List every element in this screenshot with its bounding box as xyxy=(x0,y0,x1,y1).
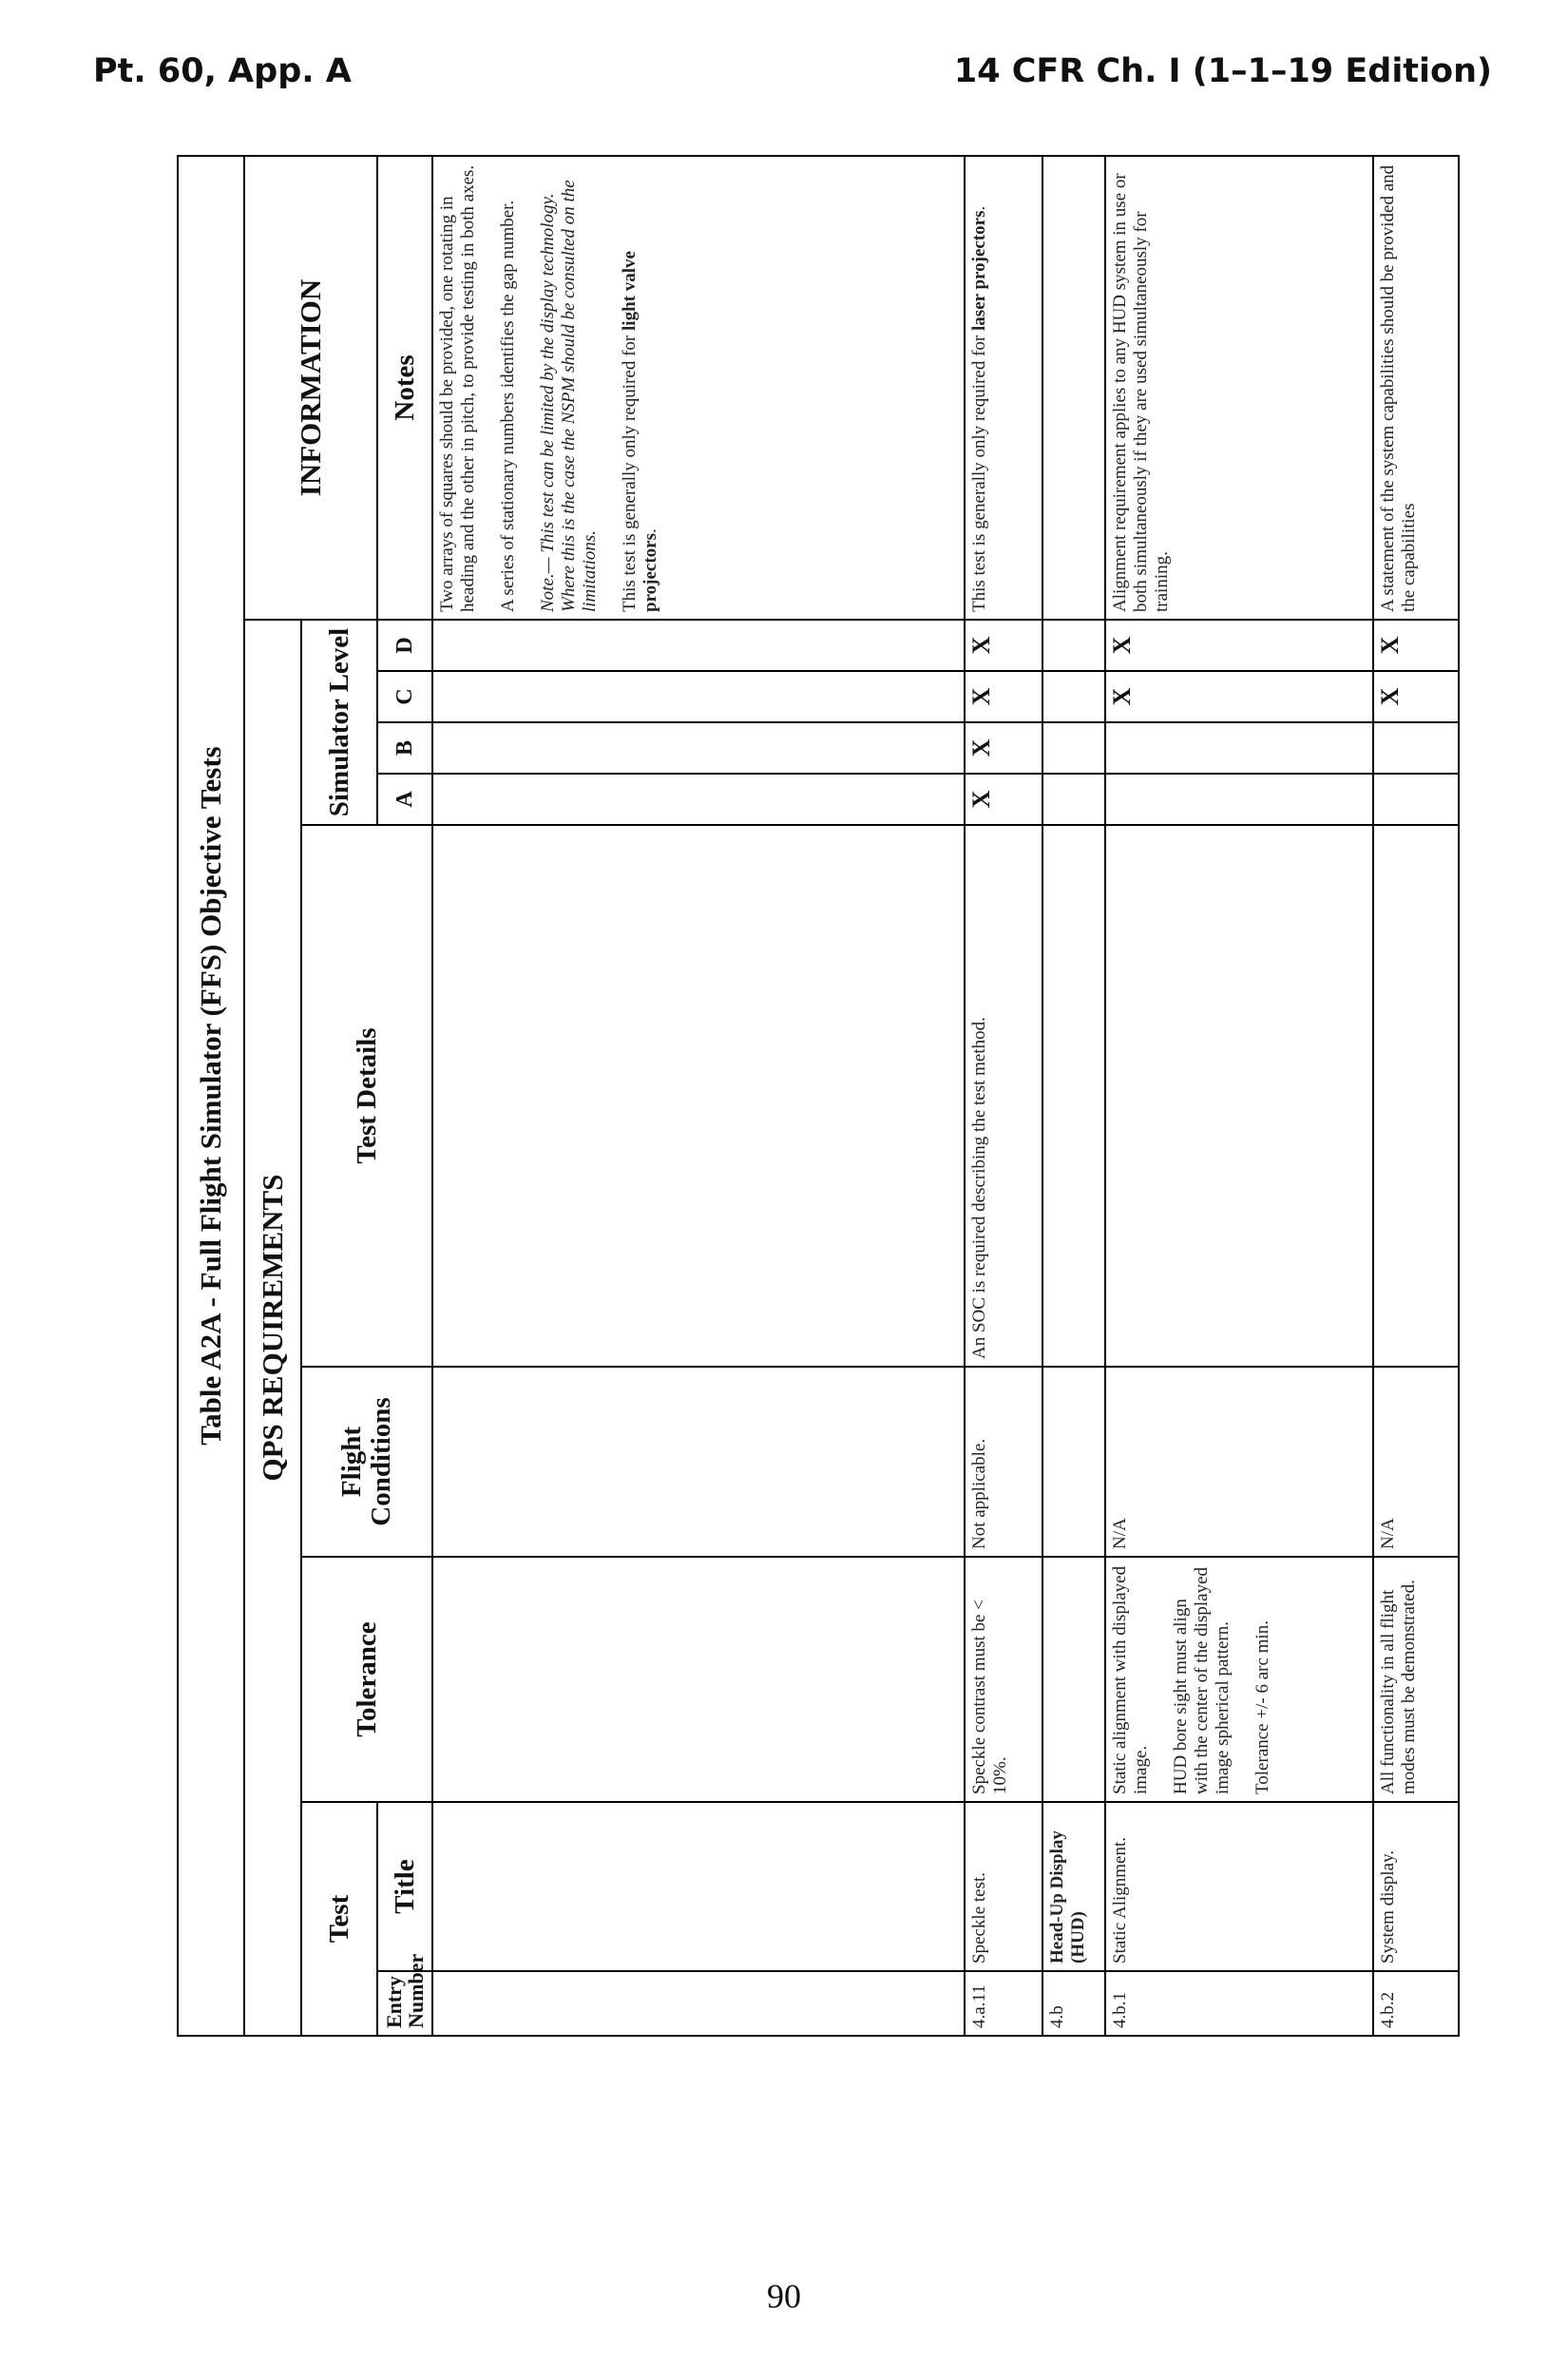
note-paragraph xyxy=(620,163,661,612)
level-a-header: A xyxy=(377,774,432,825)
flight-conditions-text: N/A xyxy=(1373,1367,1459,1557)
table-row xyxy=(1373,156,1459,2036)
notes-cell xyxy=(432,156,965,620)
level-d-cell xyxy=(1042,620,1105,671)
level-a-cell xyxy=(1042,774,1105,825)
details-cell xyxy=(1105,825,1373,1367)
test-title: Speckle test. xyxy=(965,1802,1042,1971)
note-text: This test is generally only required for xyxy=(969,330,989,612)
title-cell xyxy=(432,1802,965,1971)
table-row xyxy=(1105,156,1373,2036)
level-a-cell xyxy=(432,774,965,825)
tolerance-cell xyxy=(432,1557,965,1802)
tolerance-text xyxy=(1105,1557,1373,1802)
tolerance-paragraph: HUD bore sight must align with the center of the displayed image spherical pattern. xyxy=(1171,1566,1233,1794)
level-a-cell xyxy=(1373,774,1459,825)
entry-number: 4.b.1 xyxy=(1105,1971,1373,2036)
level-c-header: C xyxy=(377,671,432,722)
running-header-left: Pt. 60, App. A xyxy=(93,52,352,90)
test-title: Static Alignment. xyxy=(1105,1802,1373,1971)
level-c-mark: X xyxy=(1373,671,1459,722)
level-a-cell xyxy=(1105,774,1373,825)
level-b-cell xyxy=(432,722,965,774)
objective-tests-table xyxy=(177,155,1460,2037)
note-text: . xyxy=(969,205,989,211)
details-cell xyxy=(432,825,965,1367)
level-c-mark: X xyxy=(965,671,1042,722)
test-details-text: An SOC is required describing the test method. xyxy=(965,825,1042,1367)
qps-requirements-label: QPS REQUIREMENTS xyxy=(244,620,301,2036)
flight-conditions-text: Not applicable. xyxy=(965,1367,1042,1557)
note-bold-text: light valve projectors xyxy=(620,251,660,612)
tolerance-paragraph: Tolerance +/- 6 arc min. xyxy=(1252,1620,1272,1794)
tolerance-text: Speckle contrast must be < 10%. xyxy=(965,1557,1042,1802)
notes-text: A statement of the system capabilities should be provided and the capabilities xyxy=(1373,156,1459,620)
test-header: Test xyxy=(301,1802,377,2036)
note-text: . xyxy=(641,528,660,533)
note-paragraph: Two arrays of squares should be provided, one rotating in heading and the other in pitch, to provide testing in both axes. xyxy=(437,164,478,612)
level-b-cell xyxy=(1042,722,1105,774)
level-b-cell xyxy=(1373,722,1459,774)
note-paragraph: A series of stationary numbers identifies the gap number. xyxy=(498,200,518,612)
level-c-cell xyxy=(1042,671,1105,722)
level-d-cell xyxy=(432,620,965,671)
section-title: Head-Up Display (HUD) xyxy=(1042,1802,1105,1971)
entry-number-header: Entry Number xyxy=(377,1971,432,2036)
level-c-mark: X xyxy=(1105,671,1373,722)
details-cell xyxy=(1373,825,1459,1367)
level-b-cell xyxy=(1105,722,1373,774)
table-row-continued xyxy=(432,156,965,2036)
level-d-header: D xyxy=(377,620,432,671)
level-b-header: B xyxy=(377,722,432,774)
page-number: 90 xyxy=(767,2277,801,2315)
conditions-cell xyxy=(1042,1367,1105,1557)
notes-header: Notes xyxy=(377,156,432,620)
title-header: Title xyxy=(377,1802,432,1971)
details-cell xyxy=(1042,825,1105,1367)
rotated-table xyxy=(177,155,1419,2037)
information-label: INFORMATION xyxy=(244,156,377,620)
entry-number: 4.a.11 xyxy=(965,1971,1042,2036)
notes-cell xyxy=(1042,156,1105,620)
flight-conditions-header: Flight Conditions xyxy=(301,1367,432,1557)
table-row xyxy=(965,156,1042,2036)
tolerance-paragraph: Static alignment with displayed image. xyxy=(1110,1565,1151,1794)
level-d-mark: X xyxy=(965,620,1042,671)
test-title: System display. xyxy=(1373,1802,1459,1971)
rotated-table-container xyxy=(177,155,1419,2037)
note-bold-text: laser projectors xyxy=(969,210,989,331)
notes-text: Alignment requirement applies to any HUD system in use or both simultaneously if they are used simultaneously for training. xyxy=(1105,156,1373,620)
tolerance-header: Tolerance xyxy=(301,1557,432,1802)
tolerance-cell xyxy=(1042,1557,1105,1802)
simulator-level-header: Simulator Level xyxy=(301,620,377,825)
tolerance-text: All functionality in all flight modes must be demonstrated. xyxy=(1373,1557,1459,1802)
level-b-mark: X xyxy=(965,722,1042,774)
level-c-cell xyxy=(432,671,965,722)
entry-number: 4.b xyxy=(1042,1971,1105,2036)
note-italic-paragraph: Note.— This test can be limited by the display technology. Where this is the case the NSPM should be consulted on the limitations. xyxy=(538,180,600,612)
test-details-header: Test Details xyxy=(301,825,432,1367)
entry-number: 4.b.2 xyxy=(1373,1971,1459,2036)
note-text: This test is generally only required for xyxy=(620,330,640,612)
table-title: Table A2A - Full Flight Simulator (FFS) Objective Tests xyxy=(178,156,244,2036)
level-a-mark: X xyxy=(965,774,1042,825)
running-header-right: 14 CFR Ch. I (1–1–19 Edition) xyxy=(953,52,1492,90)
notes-text xyxy=(965,156,1042,620)
table-row-section xyxy=(1042,156,1105,2036)
entry-cell xyxy=(432,1971,965,2036)
level-d-mark: X xyxy=(1105,620,1373,671)
level-d-mark: X xyxy=(1373,620,1459,671)
flight-conditions-text: N/A xyxy=(1105,1367,1373,1557)
conditions-cell xyxy=(432,1367,965,1557)
